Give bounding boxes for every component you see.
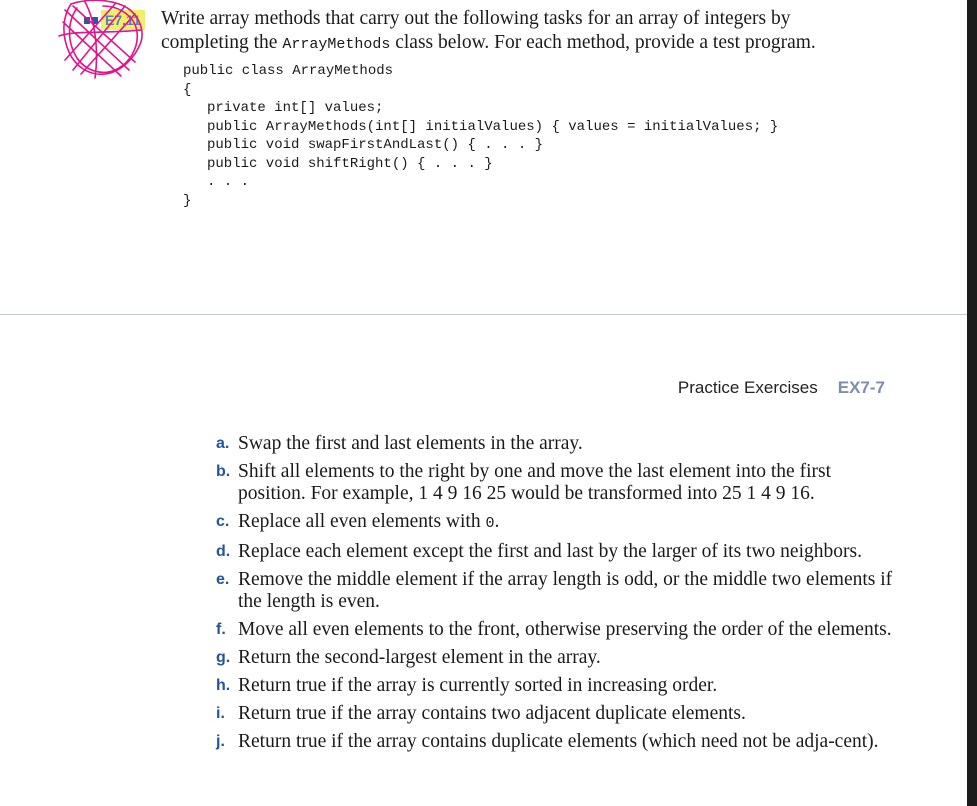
code-listing bbox=[183, 62, 778, 210]
code-line: public void shiftRight() { . . . } bbox=[207, 155, 493, 172]
item-text: Swap the first and last elements in the array. bbox=[238, 433, 583, 454]
item-letter: j. bbox=[216, 733, 225, 750]
list-item bbox=[216, 731, 896, 753]
item-letter: f. bbox=[216, 621, 226, 638]
code-line: { bbox=[183, 81, 192, 98]
section-title: Practice Exercises bbox=[677, 378, 818, 397]
code-line: public class ArrayMethods bbox=[183, 63, 394, 79]
item-letter: e. bbox=[216, 571, 230, 588]
item-text: Replace each element except the first and last by the larger of its two neighbors. bbox=[238, 541, 862, 562]
list-item bbox=[216, 619, 896, 641]
list-item bbox=[216, 461, 896, 505]
item-text: Replace all even elements with bbox=[238, 511, 486, 532]
item-letter: h. bbox=[216, 677, 231, 694]
item-letter: c. bbox=[216, 513, 230, 530]
code-line: . . . bbox=[207, 174, 250, 190]
task-list bbox=[216, 433, 896, 759]
item-letter: i. bbox=[216, 705, 225, 722]
item-text: Move all even elements to the front, otherwise preserving the order of the elements. bbox=[238, 619, 892, 640]
page-number: EX7-7 bbox=[837, 378, 885, 397]
item-text: Return the second-largest element in the array. bbox=[238, 647, 601, 668]
list-item bbox=[216, 433, 896, 455]
prompt-class-name: ArrayMethods bbox=[282, 36, 391, 53]
running-head bbox=[678, 378, 885, 398]
item-letter: a. bbox=[216, 435, 230, 452]
list-item bbox=[216, 541, 896, 563]
item-text: Remove the middle element if the array length is odd, or the middle two elements if the length is even. bbox=[238, 569, 893, 612]
item-letter: g. bbox=[216, 649, 231, 666]
list-item bbox=[216, 511, 896, 535]
item-text: Shift all elements to the right by one and move the last element into the first position. For example, 1 4 9 16 25 would be transformed into 25 1 4 9 16. bbox=[238, 461, 831, 504]
item-text-end: . bbox=[494, 511, 500, 532]
code-line: public ArrayMethods(int[] initialValues) { values = initialValues; } bbox=[207, 118, 779, 135]
code-line: public void swapFirstAndLast() { . . . } bbox=[207, 137, 544, 153]
item-code: 0 bbox=[485, 515, 495, 532]
item-text-wrap bbox=[238, 511, 896, 535]
page-divider bbox=[0, 314, 967, 315]
prompt-text-end: class below. For each method, provide a test program. bbox=[390, 32, 816, 53]
item-letter: d. bbox=[216, 543, 231, 560]
window-edge-bar bbox=[967, 0, 977, 806]
list-item bbox=[216, 569, 896, 613]
item-letter: b. bbox=[216, 463, 231, 480]
item-text: Return true if the array contains two adjacent duplicate elements. bbox=[238, 703, 746, 724]
item-text: Return true if the array contains duplicate elements (which need not be adja-cent). bbox=[238, 731, 879, 752]
exercise-prompt bbox=[161, 7, 851, 57]
list-item bbox=[216, 675, 896, 697]
difficulty-dots-icon bbox=[84, 17, 98, 24]
code-line: private int[] values; bbox=[207, 100, 384, 116]
list-item bbox=[216, 647, 896, 669]
item-text: Return true if the array is currently sorted in increasing order. bbox=[238, 675, 718, 696]
prompt-text-start: Write array methods that carry out the following tasks for an array of integers by completing the bbox=[161, 8, 791, 53]
list-item bbox=[216, 703, 896, 725]
exercise-badge bbox=[84, 10, 145, 30]
exercise-number: E7.11 bbox=[101, 10, 145, 30]
code-line: } bbox=[183, 192, 192, 209]
